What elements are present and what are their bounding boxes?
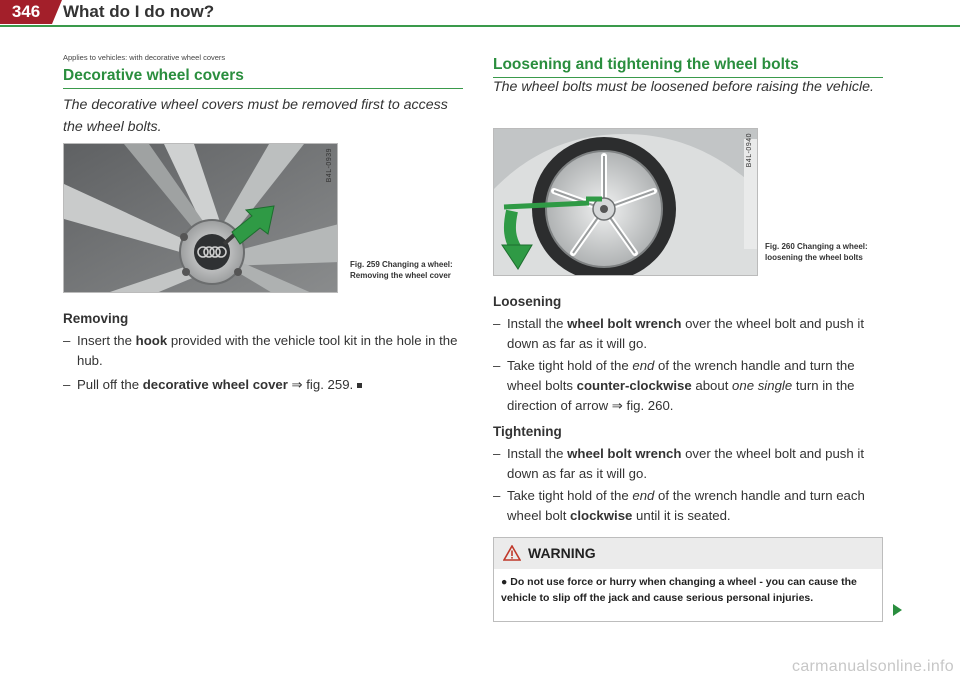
header-rule	[0, 25, 960, 27]
step-install-wrench: – Install the wheel bolt wrench over the wheel bolt and push it down as far as it will go.	[493, 446, 864, 481]
watermark: carmanualsonline.info	[792, 658, 954, 675]
figure-wheel-cover	[63, 143, 338, 293]
page-number: 346	[0, 0, 52, 24]
section-lead: The wheel bolts must be loosened before raising the vehicle.	[493, 79, 874, 95]
warning-box	[493, 537, 883, 622]
subhead-removing: Removing	[63, 311, 129, 326]
figure-code: B4L-0940	[746, 133, 753, 168]
running-head: What do I do now?	[63, 2, 215, 21]
warning-triangle-icon	[503, 545, 521, 561]
warning-text: ● Do not use force or hurry when changing a wheel - you can cause the vehicle to slip off the jack and cause serious personal injuries.	[501, 576, 857, 604]
wheel-wrench-illustration	[494, 129, 758, 276]
section-rule	[63, 88, 463, 89]
subhead-loosening: Loosening	[493, 294, 562, 309]
section-title-wheel-bolts: Loosening and tightening the wheel bolts	[493, 56, 799, 73]
step-pull-cover: – Pull off the decorative wheel cover ⇒ fig. 259.	[63, 375, 463, 395]
warning-title: WARNING	[528, 545, 596, 561]
figure-caption: Fig. 259 Changing a wheel: Removing the wheel cover	[350, 260, 453, 280]
continue-arrow-icon	[893, 604, 902, 616]
figure-caption: Fig. 260 Changing a wheel: loosening the wheel bolts	[765, 242, 868, 262]
subhead-tightening: Tightening	[493, 424, 562, 439]
section-title-wheel-covers: Decorative wheel covers	[63, 67, 244, 84]
step-turn-counter-clockwise: – Take tight hold of the end of the wrench handle and turn the wheel bolts counter-clockwise about one single turn in the direction of arrow ⇒ fig. 260.	[493, 358, 855, 413]
step-insert-hook: – Insert the hook provided with the vehicle tool kit in the hole in the hub.	[63, 333, 458, 368]
warning-header	[494, 538, 882, 569]
figure-code: B4L-0939	[326, 148, 333, 183]
section-lead: The decorative wheel covers must be removed first to access the wheel bolts.	[63, 97, 448, 135]
step-turn-clockwise: – Take tight hold of the end of the wrench handle and turn each wheel bolt clockwise until it is seated.	[493, 488, 865, 523]
applies-to-note: Applies to vehicles: with decorative wheel covers	[63, 53, 226, 62]
wheel-cover-illustration	[64, 144, 338, 293]
section-end-mark	[357, 383, 362, 388]
step-install-wrench: – Install the wheel bolt wrench over the wheel bolt and push it down as far as it will go.	[493, 316, 864, 351]
figure-loosening-bolts	[493, 128, 758, 276]
